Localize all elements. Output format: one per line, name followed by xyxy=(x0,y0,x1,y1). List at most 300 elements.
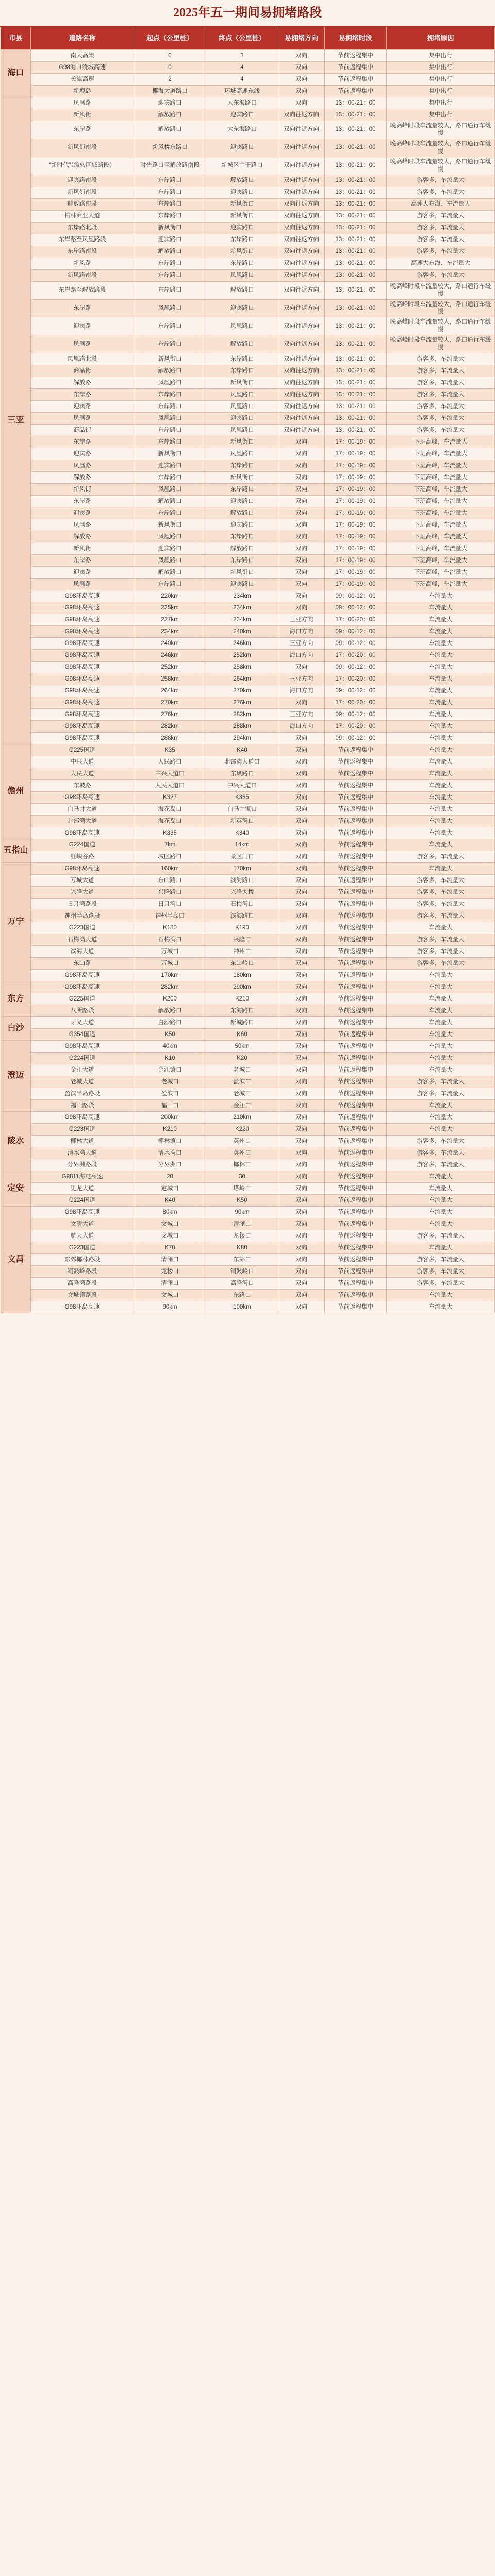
start-point-cell: 文城口 xyxy=(134,1290,206,1301)
start-point-cell: 东岸路口 xyxy=(134,281,206,299)
direction-cell: 三亚方向 xyxy=(278,638,325,650)
end-point-cell: 东路口 xyxy=(206,1290,278,1301)
reason-cell: 车流量大 xyxy=(387,614,495,626)
end-point-cell: 石梅湾口 xyxy=(206,899,278,910)
time-period-cell: 17：00-19：00 xyxy=(325,472,387,484)
reason-cell: 车流量大 xyxy=(387,768,495,780)
road-name-cell: 凤凰路 xyxy=(31,97,134,109)
end-point-cell: 景区门口 xyxy=(206,851,278,863)
direction-cell: 双向 xyxy=(278,1088,325,1100)
reason-cell: 集中出行 xyxy=(387,50,495,62)
table-row xyxy=(1,74,495,86)
end-point-cell: 迎宾路口 xyxy=(206,109,278,121)
table-row xyxy=(1,887,495,899)
table-row xyxy=(1,1029,495,1041)
reason-cell: 游客多，车流量大 xyxy=(387,887,495,899)
start-point-cell: 东岸路口 xyxy=(134,425,206,436)
start-point-cell: 新风街口 xyxy=(134,519,206,531)
table-row xyxy=(1,425,495,436)
road-name-cell: G98环岛高速 xyxy=(31,863,134,875)
end-point-cell: 264km xyxy=(206,673,278,685)
start-point-cell: 迎宾路口 xyxy=(134,460,206,472)
table-row xyxy=(1,86,495,97)
time-period-cell: 17：00-19：00 xyxy=(325,567,387,579)
start-point-cell: 分界洲口 xyxy=(134,1159,206,1171)
direction-cell: 双向往返方向 xyxy=(278,353,325,365)
road-name-cell: 中兴大道 xyxy=(31,756,134,768)
start-point-cell: K50 xyxy=(134,1029,206,1041)
reason-cell: 游客多，车流量大 xyxy=(387,401,495,413)
start-point-cell: 264km xyxy=(134,685,206,697)
end-point-cell: 新风街口 xyxy=(206,472,278,484)
time-period-cell: 17：00-19：00 xyxy=(325,519,387,531)
start-point-cell: K70 xyxy=(134,1242,206,1254)
direction-cell: 双向 xyxy=(278,1112,325,1124)
time-period-cell: 13：00-21：00 xyxy=(325,317,387,335)
table-row xyxy=(1,839,495,851)
direction-cell: 双向往返方向 xyxy=(278,299,325,317)
direction-cell: 双向 xyxy=(278,733,325,744)
end-point-cell: 东海路口 xyxy=(206,1005,278,1017)
table-row xyxy=(1,744,495,756)
table-row xyxy=(1,460,495,472)
direction-cell: 三亚方向 xyxy=(278,614,325,626)
time-period-cell: 09：00-12：00 xyxy=(325,638,387,650)
start-point-cell: 石梅湾口 xyxy=(134,934,206,946)
road-name-cell: G98环岛高速 xyxy=(31,1207,134,1218)
start-point-cell: 东岸路口 xyxy=(134,317,206,335)
road-name-cell: 滨海大道 xyxy=(31,946,134,958)
start-point-cell: 白沙路口 xyxy=(134,1017,206,1029)
direction-cell: 三亚方向 xyxy=(278,709,325,721)
table-row xyxy=(1,614,495,626)
direction-cell: 双向往返方向 xyxy=(278,365,325,377)
reason-cell: 车流量大 xyxy=(387,1017,495,1029)
start-point-cell: 解放路口 xyxy=(134,1005,206,1017)
time-period-cell: 13：00-21：00 xyxy=(325,121,387,139)
start-point-cell: 清水湾口 xyxy=(134,1147,206,1159)
road-name-cell: 东山路 xyxy=(31,958,134,970)
end-point-cell: 新风街口 xyxy=(206,436,278,448)
road-name-cell: 凤凰路 xyxy=(31,579,134,590)
time-period-cell: 节前返程集中 xyxy=(325,1124,387,1136)
road-name-cell: G224国道 xyxy=(31,839,134,851)
start-point-cell: 东岸路口 xyxy=(134,187,206,198)
road-name-cell: G98海口绕城高速 xyxy=(31,62,134,74)
start-point-cell: 龙楼口 xyxy=(134,1266,206,1278)
reason-cell: 下班高峰，车流量大 xyxy=(387,579,495,590)
time-period-cell: 13：00-21：00 xyxy=(325,234,387,246)
time-period-cell: 节前返程集中 xyxy=(325,922,387,934)
table-row xyxy=(1,721,495,733)
end-point-cell: K220 xyxy=(206,1124,278,1136)
direction-cell: 双向 xyxy=(278,519,325,531)
reason-cell: 游客多，车流量大 xyxy=(387,269,495,281)
table-row xyxy=(1,335,495,353)
direction-cell: 双向 xyxy=(278,1207,325,1218)
time-period-cell: 13：00-21：00 xyxy=(325,335,387,353)
road-name-cell: 金江大道 xyxy=(31,1064,134,1076)
start-point-cell: 凤凰路口 xyxy=(134,484,206,496)
time-period-cell: 节前返程集中 xyxy=(325,744,387,756)
table-row xyxy=(1,210,495,222)
start-point-cell: 老城口 xyxy=(134,1076,206,1088)
road-name-cell: G225国道 xyxy=(31,993,134,1005)
time-period-cell: 节前返程集中 xyxy=(325,981,387,993)
reason-cell: 下班高峰，车流量大 xyxy=(387,460,495,472)
direction-cell: 双向 xyxy=(278,887,325,899)
end-point-cell: 解放路口 xyxy=(206,175,278,187)
start-point-cell: 240km xyxy=(134,638,206,650)
start-point-cell: 东山路口 xyxy=(134,875,206,887)
table-body xyxy=(1,50,495,1313)
end-point-cell: 新风街口 xyxy=(206,377,278,389)
table-row xyxy=(1,389,495,401)
end-point-cell: 中兴大道口 xyxy=(206,780,278,792)
direction-cell: 双向往返方向 xyxy=(278,335,325,353)
table-row xyxy=(1,780,495,792)
road-name-cell: 文城镇路段 xyxy=(31,1290,134,1301)
reason-cell: 晚高峰时段车流量较大，路口通行车缓慢 xyxy=(387,157,495,175)
end-point-cell: K40 xyxy=(206,744,278,756)
start-point-cell: 解放路口 xyxy=(134,496,206,507)
start-point-cell: 凤凰路口 xyxy=(134,299,206,317)
reason-cell: 下班高峰，车流量大 xyxy=(387,543,495,555)
time-period-cell: 节前返程集中 xyxy=(325,1183,387,1195)
direction-cell: 海口方向 xyxy=(278,650,325,662)
direction-cell: 双向往返方向 xyxy=(278,269,325,281)
direction-cell: 双向 xyxy=(278,1029,325,1041)
start-point-cell: 170km xyxy=(134,970,206,981)
road-name-cell: G98环岛高速 xyxy=(31,626,134,638)
start-point-cell: 258km xyxy=(134,673,206,685)
table-row xyxy=(1,650,495,662)
start-point-cell: 福山口 xyxy=(134,1100,206,1112)
reason-cell: 高速大东海、车流量大 xyxy=(387,198,495,210)
road-name-cell: G98环岛高速 xyxy=(31,827,134,839)
end-point-cell: 3 xyxy=(206,50,278,62)
time-period-cell: 17：00-19：00 xyxy=(325,579,387,590)
table-row xyxy=(1,1064,495,1076)
time-period-cell: 节前返程集中 xyxy=(325,1171,387,1183)
reason-cell: 车流量大 xyxy=(387,1301,495,1313)
table-row xyxy=(1,1100,495,1112)
time-period-cell: 13：00-21：00 xyxy=(325,187,387,198)
end-point-cell: 迎宾路口 xyxy=(206,222,278,234)
road-name-cell: 商品街 xyxy=(31,425,134,436)
table-row xyxy=(1,472,495,484)
start-point-cell: 人民路口 xyxy=(134,756,206,768)
reason-cell: 车流量大 xyxy=(387,1029,495,1041)
table-row xyxy=(1,768,495,780)
table-row xyxy=(1,317,495,335)
direction-cell: 双向往返方向 xyxy=(278,425,325,436)
start-point-cell: 清澜口 xyxy=(134,1254,206,1266)
direction-cell: 双向 xyxy=(278,958,325,970)
header-road: 道路名称 xyxy=(31,27,134,50)
end-point-cell: 东岸路口 xyxy=(206,353,278,365)
reason-cell: 车流量大 xyxy=(387,721,495,733)
direction-cell: 双向 xyxy=(278,827,325,839)
reason-cell: 游客多，车流量大 xyxy=(387,1088,495,1100)
road-name-cell: 新风路 xyxy=(31,258,134,269)
end-point-cell: 新城路口 xyxy=(206,1017,278,1029)
direction-cell: 双向 xyxy=(278,1100,325,1112)
road-name-cell: G354国道 xyxy=(31,1029,134,1041)
table-row xyxy=(1,1230,495,1242)
road-name-cell: 迎宾路 xyxy=(31,448,134,460)
time-period-cell: 13：00-21：00 xyxy=(325,210,387,222)
time-period-cell: 节前返程集中 xyxy=(325,768,387,780)
time-period-cell: 节前返程集中 xyxy=(325,1254,387,1266)
start-point-cell: 2 xyxy=(134,74,206,86)
reason-cell: 游客多，车流量大 xyxy=(387,187,495,198)
road-name-cell: G98环岛高速 xyxy=(31,721,134,733)
table-row xyxy=(1,1053,495,1064)
direction-cell: 双向 xyxy=(278,1230,325,1242)
reason-cell: 游客多，车流量大 xyxy=(387,1147,495,1159)
table-row xyxy=(1,50,495,62)
road-name-cell: 白马井大道 xyxy=(31,804,134,816)
road-name-cell: G9811海屯高速 xyxy=(31,1171,134,1183)
direction-cell: 双向往返方向 xyxy=(278,377,325,389)
road-name-cell: 人民大道 xyxy=(31,768,134,780)
start-point-cell: 225km xyxy=(134,602,206,614)
table-row xyxy=(1,448,495,460)
reason-cell: 游客多，车流量大 xyxy=(387,222,495,234)
direction-cell: 双向 xyxy=(278,899,325,910)
end-point-cell: 解放路口 xyxy=(206,543,278,555)
end-point-cell: 210km xyxy=(206,1112,278,1124)
end-point-cell: 凤凰路口 xyxy=(206,269,278,281)
time-period-cell: 17：00-20：00 xyxy=(325,650,387,662)
time-period-cell: 13：00-21：00 xyxy=(325,281,387,299)
time-period-cell: 17：00-19：00 xyxy=(325,507,387,519)
road-name-cell: 解放路 xyxy=(31,377,134,389)
end-point-cell: K60 xyxy=(206,1029,278,1041)
start-point-cell: 解放路口 xyxy=(134,246,206,258)
table-row xyxy=(1,638,495,650)
table-row xyxy=(1,662,495,673)
road-name-cell: G224国道 xyxy=(31,1053,134,1064)
reason-cell: 车流量大 xyxy=(387,1124,495,1136)
reason-cell: 下班高峰，车流量大 xyxy=(387,567,495,579)
end-point-cell: 凤凰路口 xyxy=(206,389,278,401)
end-point-cell: 老城口 xyxy=(206,1064,278,1076)
road-name-cell: 分界洲路段 xyxy=(31,1159,134,1171)
table-row xyxy=(1,946,495,958)
start-point-cell: 东岸路口 xyxy=(134,175,206,187)
time-period-cell: 节前返程集中 xyxy=(325,1301,387,1313)
end-point-cell: 大东海路口 xyxy=(206,121,278,139)
start-point-cell: K327 xyxy=(134,792,206,804)
direction-cell: 双向 xyxy=(278,851,325,863)
end-point-cell: 白马井镇口 xyxy=(206,804,278,816)
end-point-cell: 椰林口 xyxy=(206,1159,278,1171)
reason-cell: 晚高峰时段车流量较大，路口通行车缓慢 xyxy=(387,335,495,353)
direction-cell: 双向 xyxy=(278,1171,325,1183)
end-point-cell: 4 xyxy=(206,62,278,74)
direction-cell: 双向往返方向 xyxy=(278,389,325,401)
time-period-cell: 节前返程集中 xyxy=(325,887,387,899)
road-name-cell: G98环岛高速 xyxy=(31,1112,134,1124)
end-point-cell: 迎宾路口 xyxy=(206,299,278,317)
time-period-cell: 17：00-19：00 xyxy=(325,543,387,555)
city-cell: 陵水 xyxy=(1,1112,31,1171)
table-row xyxy=(1,62,495,74)
start-point-cell: 90km xyxy=(134,1301,206,1313)
time-period-cell: 13：00-21：00 xyxy=(325,269,387,281)
end-point-cell: 东岸路口 xyxy=(206,531,278,543)
road-name-cell: 南大高架 xyxy=(31,50,134,62)
time-period-cell: 09：00-12：00 xyxy=(325,709,387,721)
road-name-cell: G98环岛高速 xyxy=(31,650,134,662)
road-name-cell: 解放路 xyxy=(31,531,134,543)
end-point-cell: 英州口 xyxy=(206,1147,278,1159)
time-period-cell: 节前返程集中 xyxy=(325,1266,387,1278)
table-row xyxy=(1,910,495,922)
reason-cell: 集中出行 xyxy=(387,86,495,97)
start-point-cell: 160km xyxy=(134,863,206,875)
end-point-cell: 老城口 xyxy=(206,1088,278,1100)
table-row xyxy=(1,993,495,1005)
reason-cell: 游客多，车流量大 xyxy=(387,413,495,425)
road-name-cell: 铜鼓岭路段 xyxy=(31,1266,134,1278)
time-period-cell: 09：00-12：00 xyxy=(325,626,387,638)
start-point-cell: 解放路口 xyxy=(134,567,206,579)
table-row xyxy=(1,875,495,887)
road-name-cell: 神州半岛路段 xyxy=(31,910,134,922)
table-row xyxy=(1,1242,495,1254)
time-period-cell: 节前返程集中 xyxy=(325,50,387,62)
table-row xyxy=(1,555,495,567)
header-start: 起点（公里桩） xyxy=(134,27,206,50)
reason-cell: 车流量大 xyxy=(387,733,495,744)
road-name-cell: 航天大道 xyxy=(31,1230,134,1242)
direction-cell: 双向 xyxy=(278,662,325,673)
reason-cell: 游客多，车流量大 xyxy=(387,353,495,365)
reason-cell: 车流量大 xyxy=(387,827,495,839)
time-period-cell: 17：00-19：00 xyxy=(325,496,387,507)
start-point-cell: 东岸路口 xyxy=(134,269,206,281)
table-row xyxy=(1,1112,495,1124)
table-row xyxy=(1,531,495,543)
start-point-cell: K40 xyxy=(134,1195,206,1207)
direction-cell: 双向 xyxy=(278,697,325,709)
city-cell: 文昌 xyxy=(1,1207,31,1313)
road-name-cell: G98环岛高速 xyxy=(31,673,134,685)
city-cell: 儋州 xyxy=(1,744,31,839)
reason-cell: 车流量大 xyxy=(387,780,495,792)
time-period-cell: 节前返程集中 xyxy=(325,1218,387,1230)
direction-cell: 双向 xyxy=(278,496,325,507)
road-name-cell: “新时代”（流转区域路段） xyxy=(31,157,134,175)
direction-cell: 双向 xyxy=(278,1041,325,1053)
time-period-cell: 节前返程集中 xyxy=(325,1064,387,1076)
time-period-cell: 节前返程集中 xyxy=(325,851,387,863)
road-name-cell: 兴隆大道 xyxy=(31,887,134,899)
reason-cell: 车流量大 xyxy=(387,981,495,993)
city-cell: 三亚 xyxy=(1,97,31,744)
start-point-cell: 凤凰路口 xyxy=(134,555,206,567)
direction-cell: 双向 xyxy=(278,1278,325,1290)
time-period-cell: 13：00-21：00 xyxy=(325,139,387,157)
reason-cell: 游客多，车流量大 xyxy=(387,910,495,922)
table-row xyxy=(1,567,495,579)
end-point-cell: 288km xyxy=(206,721,278,733)
table-row xyxy=(1,626,495,638)
table-row xyxy=(1,484,495,496)
table-row xyxy=(1,519,495,531)
start-point-cell: 迎宾路口 xyxy=(134,234,206,246)
end-point-cell: 258km xyxy=(206,662,278,673)
reason-cell: 晚高峰时段车流量较大，路口通行车缓慢 xyxy=(387,281,495,299)
time-period-cell: 13：00-21：00 xyxy=(325,401,387,413)
start-point-cell: 0 xyxy=(134,62,206,74)
direction-cell: 双向 xyxy=(278,1124,325,1136)
table-row xyxy=(1,899,495,910)
end-point-cell: 凤凰路口 xyxy=(206,425,278,436)
reason-cell: 车流量大 xyxy=(387,1053,495,1064)
road-name-cell: 东岸路 xyxy=(31,299,134,317)
road-name-cell: 新风街 xyxy=(31,484,134,496)
reason-cell: 下班高峰，车流量大 xyxy=(387,507,495,519)
start-point-cell: K180 xyxy=(134,922,206,934)
reason-cell: 游客多，车流量大 xyxy=(387,1136,495,1147)
road-name-cell: 椰林大道 xyxy=(31,1136,134,1147)
congestion-table xyxy=(1,27,495,1313)
start-point-cell: 迎宾路口 xyxy=(134,97,206,109)
start-point-cell: 解放路口 xyxy=(134,109,206,121)
time-period-cell: 节前返程集中 xyxy=(325,946,387,958)
table-row xyxy=(1,436,495,448)
city-cell: 白沙 xyxy=(1,1017,31,1041)
table-row xyxy=(1,756,495,768)
reason-cell: 车流量大 xyxy=(387,863,495,875)
table-row xyxy=(1,1017,495,1029)
direction-cell: 双向 xyxy=(278,970,325,981)
time-period-cell: 节前返程集中 xyxy=(325,934,387,946)
end-point-cell: 294km xyxy=(206,733,278,744)
road-name-cell: 东坡路 xyxy=(31,780,134,792)
reason-cell: 下班高峰，车流量大 xyxy=(387,472,495,484)
start-point-cell: 定城口 xyxy=(134,1183,206,1195)
end-point-cell: 解放路口 xyxy=(206,507,278,519)
time-period-cell: 13：00-21：00 xyxy=(325,365,387,377)
table-row xyxy=(1,922,495,934)
table-row xyxy=(1,187,495,198)
direction-cell: 双向 xyxy=(278,1218,325,1230)
road-name-cell: G98环岛高速 xyxy=(31,590,134,602)
direction-cell: 双向 xyxy=(278,531,325,543)
time-period-cell: 17：00-20：00 xyxy=(325,721,387,733)
city-cell: 万宁 xyxy=(1,863,31,981)
start-point-cell: 200km xyxy=(134,1112,206,1124)
direction-cell: 双向 xyxy=(278,590,325,602)
start-point-cell: 解放路口 xyxy=(134,121,206,139)
direction-cell: 双向 xyxy=(278,97,325,109)
start-point-cell: 神州半岛口 xyxy=(134,910,206,922)
end-point-cell: 新城区主干路口 xyxy=(206,157,278,175)
start-point-cell: 20 xyxy=(134,1171,206,1183)
direction-cell: 双向往返方向 xyxy=(278,175,325,187)
start-point-cell: K10 xyxy=(134,1053,206,1064)
start-point-cell: 东岸路口 xyxy=(134,389,206,401)
end-point-cell: 凤凰路口 xyxy=(206,448,278,460)
end-point-cell: 270km xyxy=(206,685,278,697)
road-name-cell: 新风街南段 xyxy=(31,187,134,198)
table-row xyxy=(1,792,495,804)
